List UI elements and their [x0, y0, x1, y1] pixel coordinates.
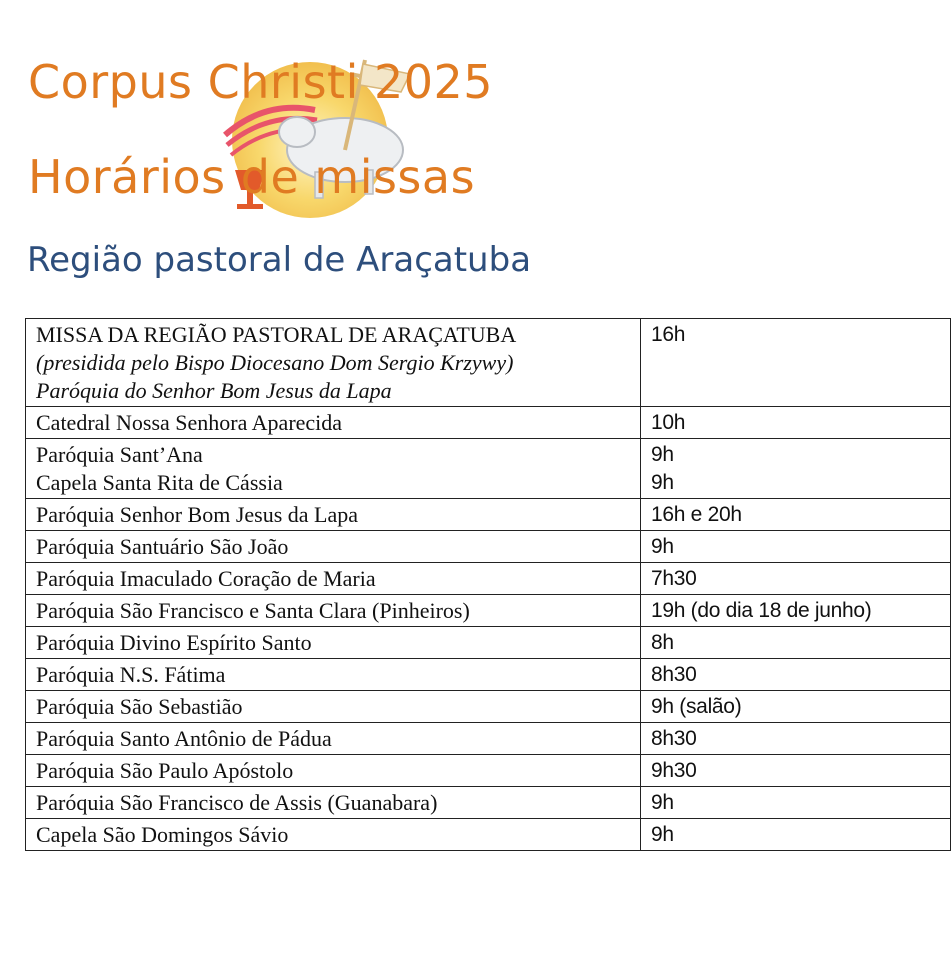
mass-time-cell [641, 439, 951, 499]
mass-time: 7h30 [641, 563, 951, 595]
church-name: Paróquia Divino Espírito Santo [26, 627, 641, 659]
page-title: Corpus Christi 2025 [28, 55, 494, 109]
featured-mass-title: MISSA DA REGIÃO PASTORAL DE ARAÇATUBA [36, 322, 517, 347]
church-name: Paróquia Santuário São João [26, 531, 641, 563]
mass-time-secondary: 9h [651, 471, 674, 494]
table-row [26, 755, 951, 787]
table-row [26, 787, 951, 819]
mass-time: 10h [641, 407, 951, 439]
table-row [26, 627, 951, 659]
church-name: Paróquia Senhor Bom Jesus da Lapa [26, 499, 641, 531]
featured-time-cell: 16h [641, 319, 951, 407]
mass-time: 8h30 [641, 659, 951, 691]
church-name: Paróquia Santo Antônio de Pádua [26, 723, 641, 755]
mass-time: 16h e 20h [641, 499, 951, 531]
mass-schedule-table [25, 318, 951, 851]
church-name-secondary: Capela Santa Rita de Cássia [36, 470, 283, 495]
mass-time: 9h30 [641, 755, 951, 787]
church-name: Paróquia São Sebastião [26, 691, 641, 723]
mass-time: 19h (do dia 18 de junho) [641, 595, 951, 627]
mass-time: 9h [651, 443, 674, 466]
table-row [26, 659, 951, 691]
mass-time: 8h30 [641, 723, 951, 755]
table-row-featured [26, 319, 951, 407]
table-row [26, 691, 951, 723]
region-heading: Região pastoral de Araçatuba [27, 240, 532, 280]
church-name: Paróquia São Francisco de Assis (Guanabara) [26, 787, 641, 819]
featured-mass-presider: (presidida pelo Bispo Diocesano Dom Sergio Krzywy) [36, 350, 514, 375]
church-name-cell [26, 439, 641, 499]
table-row [26, 563, 951, 595]
church-name: Paróquia Sant’Ana [36, 442, 203, 467]
church-name: Paróquia São Francisco e Santa Clara (Pinheiros) [26, 595, 641, 627]
table-row [26, 439, 951, 499]
table-row [26, 407, 951, 439]
church-name: Paróquia N.S. Fátima [26, 659, 641, 691]
mass-time: 9h [641, 787, 951, 819]
page-subtitle: Horários de missas [28, 150, 476, 204]
church-name: Catedral Nossa Senhora Aparecida [26, 407, 641, 439]
table-row [26, 499, 951, 531]
mass-time: 9h [641, 819, 951, 851]
church-name: Paróquia Imaculado Coração de Maria [26, 563, 641, 595]
table-row [26, 531, 951, 563]
church-name: Paróquia São Paulo Apóstolo [26, 755, 641, 787]
featured-church-cell [26, 319, 641, 407]
table-row [26, 723, 951, 755]
mass-time: 9h [641, 531, 951, 563]
mass-time: 8h [641, 627, 951, 659]
mass-time: 9h (salão) [641, 691, 951, 723]
table-row [26, 595, 951, 627]
church-name: Capela São Domingos Sávio [26, 819, 641, 851]
table-row [26, 819, 951, 851]
featured-mass-location: Paróquia do Senhor Bom Jesus da Lapa [36, 378, 392, 403]
